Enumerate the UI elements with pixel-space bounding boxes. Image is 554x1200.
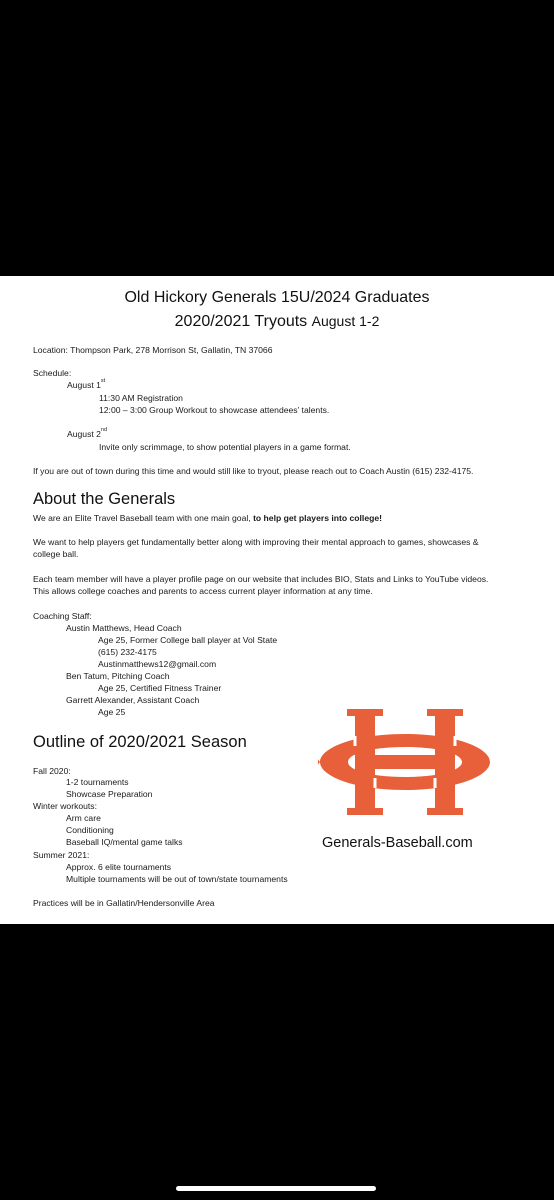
schedule-day2-item: Invite only scrimmage, to show potential players in a game format. — [99, 442, 351, 452]
coach-name: Ben Tatum, Pitching Coach — [66, 671, 170, 681]
home-indicator[interactable] — [176, 1186, 376, 1191]
document-page — [0, 276, 554, 924]
coach-phone: (615) 232-4175 — [98, 647, 157, 657]
schedule-day1-item: 11:30 AM Registration — [99, 393, 183, 403]
practices-note: Practices will be in Gallatin/Hendersonville Area — [33, 898, 215, 908]
season-item: Baseball IQ/mental game talks — [66, 837, 183, 847]
season-item: 1-2 tournaments — [66, 777, 129, 787]
team-logo — [318, 708, 492, 816]
document-title: Old Hickory Generals 15U/2024 Graduates — [124, 289, 430, 306]
about-heading: About the Generals — [33, 490, 176, 508]
about-paragraph-2: We want to help players get fundamentally better along with improving their mental approach to games, showcases & — [33, 537, 479, 547]
tryout-dates: August 1-2 — [311, 313, 380, 329]
location-text: Location: Thompson Park, 278 Morrison St, Gallatin, TN 37066 — [33, 345, 273, 355]
about-paragraph-3: Each team member will have a player profile page on our website that includes BIO, Stats and Links to YouTube videos. — [33, 574, 489, 584]
coach-detail: Age 25 — [98, 707, 126, 717]
coach-detail: Age 25, Former College ball player at Vol State — [98, 635, 278, 645]
website-url: Generals-Baseball.com — [322, 835, 473, 851]
about-paragraph-1: We are an Elite Travel Baseball team with one main goal, to help get players into college! — [33, 513, 382, 523]
out-of-town-note: If you are out of town during this time and would still like to tryout, please reach out to Coach Austin (615) 232-4175. — [33, 466, 474, 476]
coach-email: Austinmatthews12@gmail.com — [98, 659, 217, 669]
about-goal-bold: to help get players into college! — [253, 513, 382, 523]
schedule-label: Schedule: — [33, 368, 72, 378]
coach-name: Austin Matthews, Head Coach — [66, 623, 182, 633]
season-period-label: Fall 2020: — [33, 766, 71, 776]
coach-name: Garrett Alexander, Assistant Coach — [66, 695, 200, 705]
season-item: Conditioning — [66, 825, 114, 835]
schedule-day2-label: August 2nd — [67, 427, 108, 439]
season-period-label: Winter workouts: — [33, 801, 97, 811]
season-item: Arm care — [66, 813, 101, 823]
season-item: Showcase Preparation — [66, 789, 153, 799]
coach-detail: Age 25, Certified Fitness Trainer — [98, 683, 222, 693]
schedule-day1-item: 12:00 – 3:00 Group Workout to showcase attendees’ talents. — [99, 405, 330, 415]
about-paragraph-2: college ball. — [33, 549, 79, 559]
season-heading: Outline of 2020/2021 Season — [33, 733, 247, 751]
schedule-day1-label: August 1st — [67, 378, 106, 390]
tryouts-title: 2020/2021 Tryouts — [174, 313, 308, 330]
about-paragraph-3: This allows college coaches and parents to access current player information at any time. — [33, 586, 373, 596]
season-item: Approx. 6 elite tournaments — [66, 862, 172, 872]
coaching-staff-label: Coaching Staff: — [33, 611, 92, 621]
season-item: Multiple tournaments will be out of town/state tournaments — [66, 874, 288, 884]
season-period-label: Summer 2021: — [33, 850, 90, 860]
document-subtitle — [0, 310, 554, 333]
